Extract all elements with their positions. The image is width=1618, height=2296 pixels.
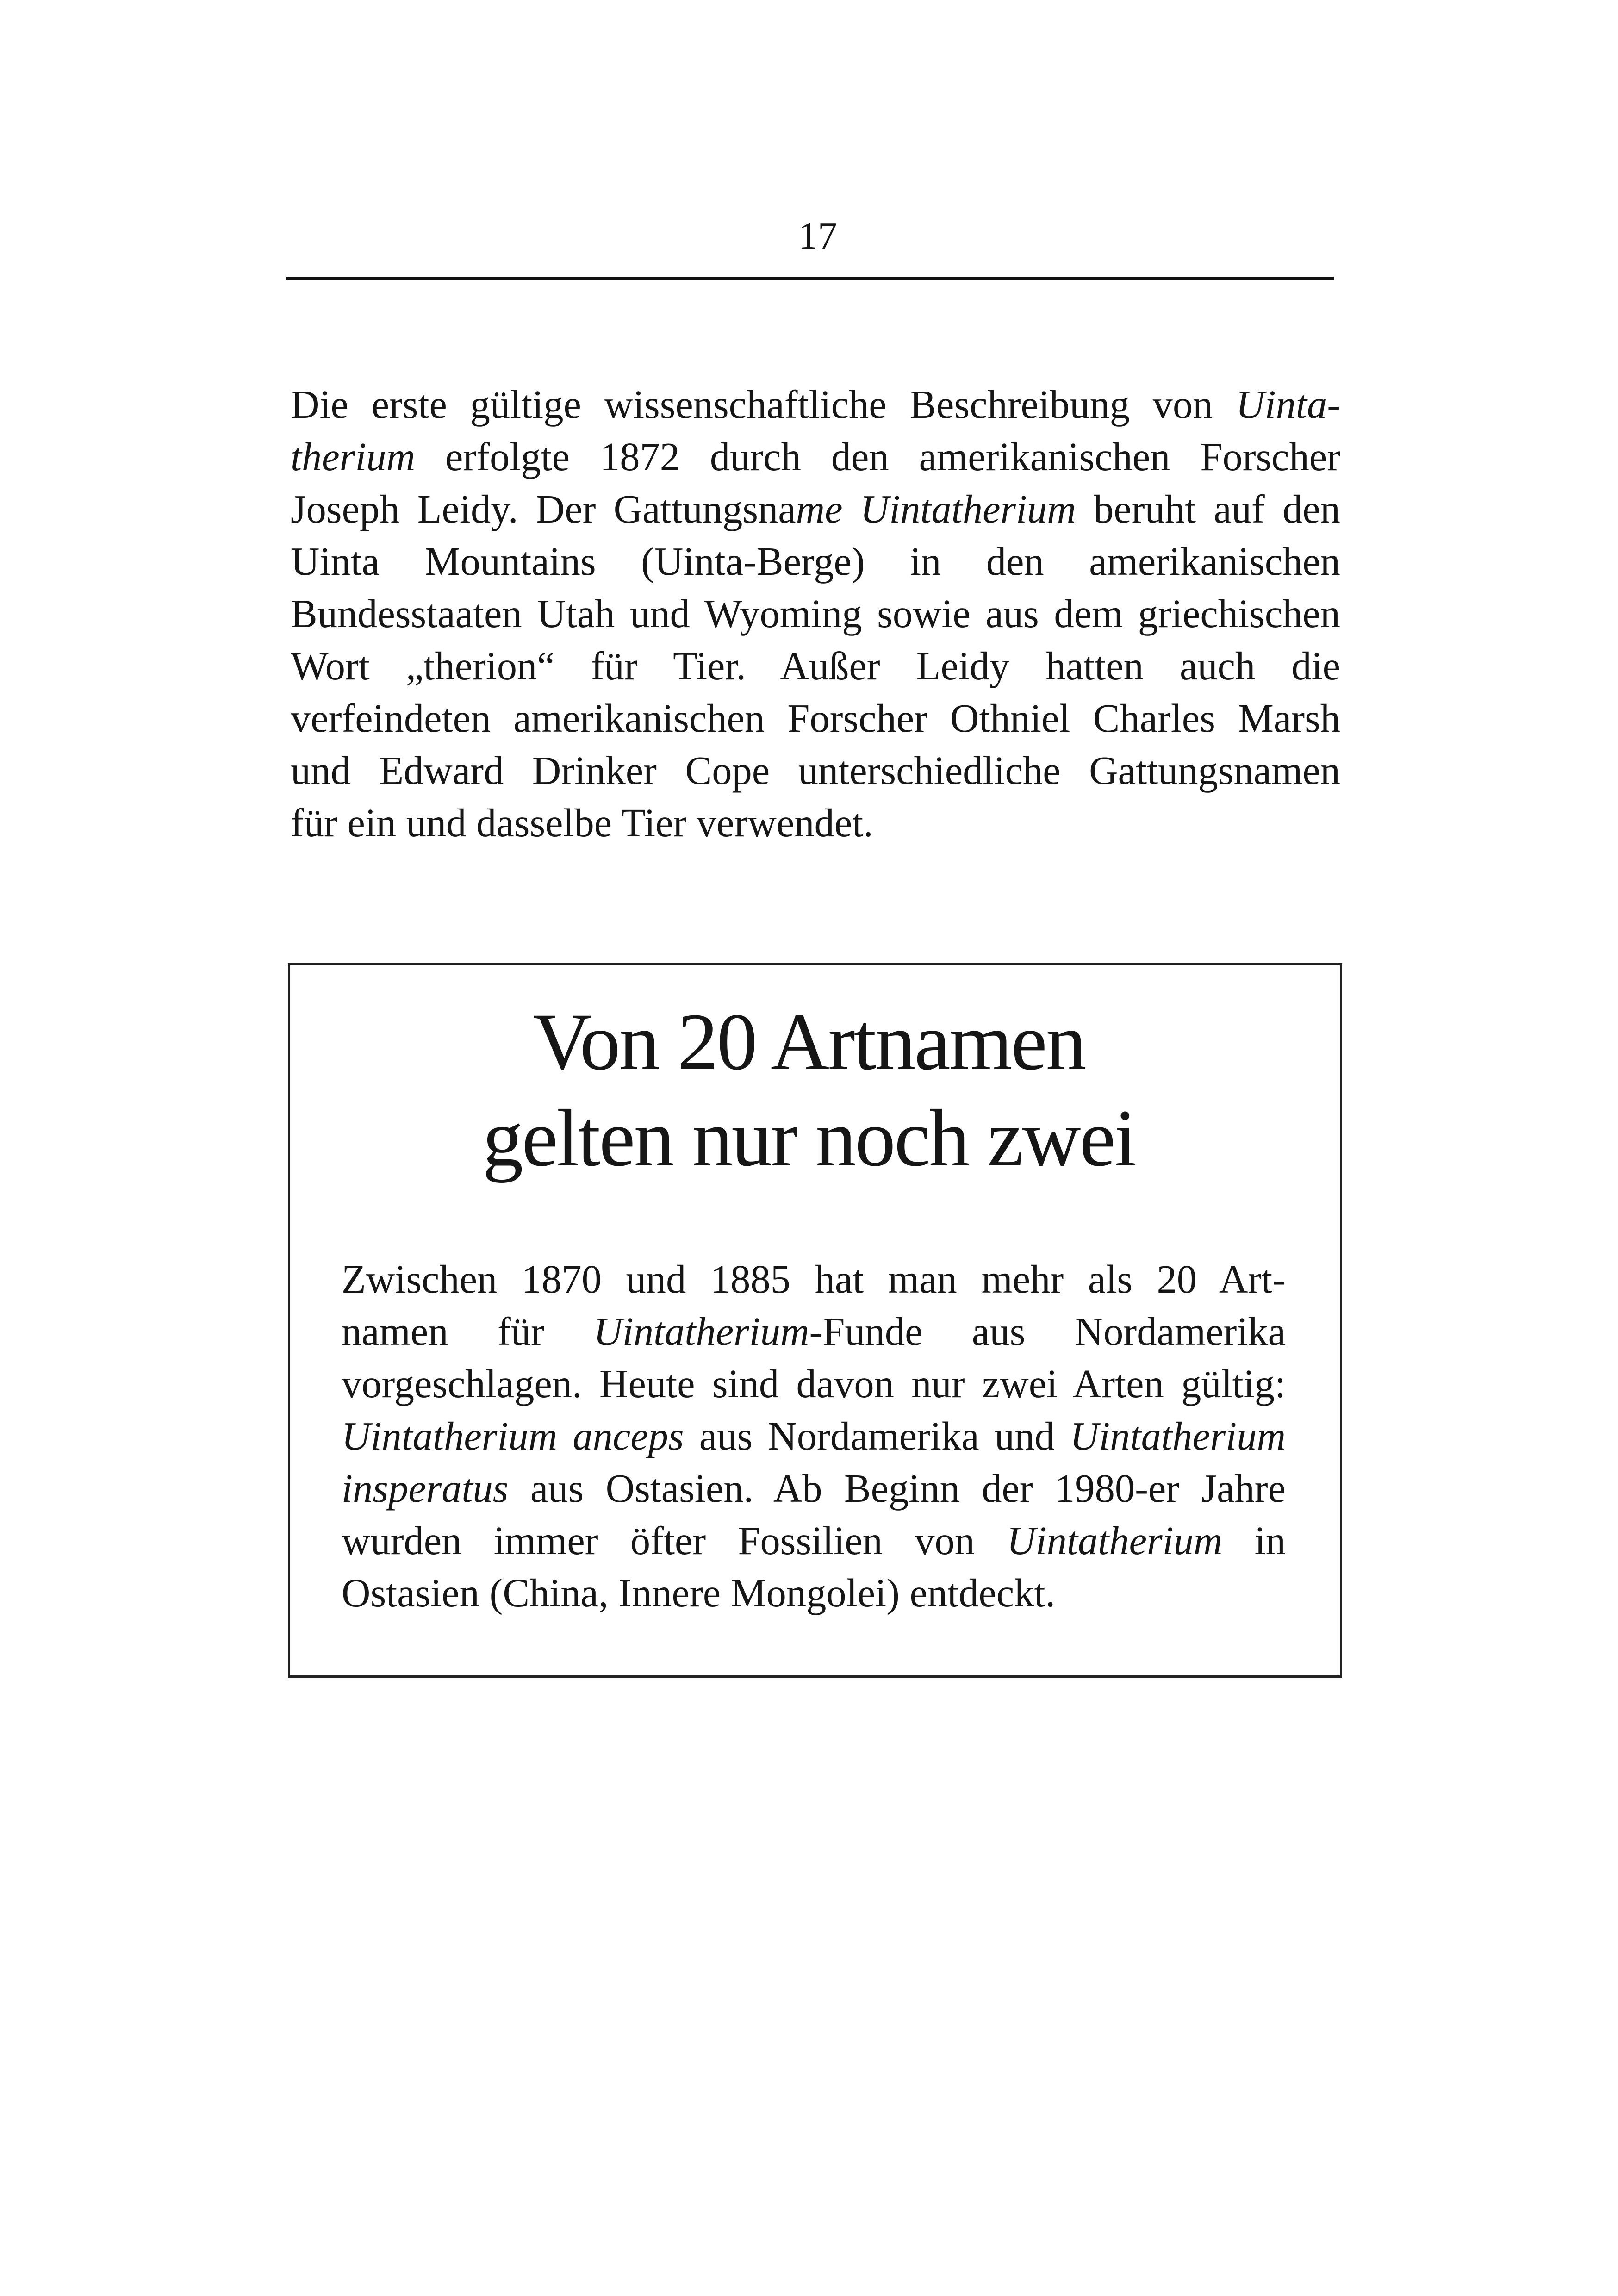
italic-run: Uintatherium <box>1070 1414 1286 1458</box>
text-run: für ein und dasselbe Tier verwendet. <box>291 801 873 845</box>
text-run: wurden immer öfter Fossilien von <box>342 1518 1007 1563</box>
text-line <box>291 640 1340 692</box>
text-line <box>291 692 1340 745</box>
text-run: verfeindeten amerikanischen Forscher Othniel Charles Marsh <box>291 696 1340 740</box>
box-paragraph <box>342 1253 1286 1619</box>
text-run: namen für <box>342 1309 594 1354</box>
text-line <box>291 797 1340 849</box>
italic-run: Uintatherium <box>1007 1518 1223 1563</box>
text-line <box>342 1515 1286 1567</box>
header-rule <box>286 277 1334 280</box>
italic-run: Uinta- <box>1236 382 1340 427</box>
text-run: Joseph Leidy. Der Gattungsna <box>291 487 796 531</box>
text-run: Ostasien (China, Innere Mongolei) entdeckt. <box>342 1571 1056 1615</box>
text-run: Uinta Mountains (Uinta-Berge) in den amerikanischen <box>291 539 1340 584</box>
text-run: Bundesstaaten Utah und Wyoming sowie aus dem griechischen <box>291 591 1340 636</box>
box-heading <box>0 994 1618 1187</box>
heading-line: gelten nur noch zwei <box>482 1093 1136 1183</box>
text-run: in <box>1222 1518 1286 1563</box>
page-number: 17 <box>798 214 837 257</box>
text-line <box>291 483 1340 535</box>
text-line <box>291 745 1340 797</box>
italic-run: insperatus <box>342 1466 509 1511</box>
text-line <box>291 588 1340 640</box>
text-run: vorgeschlagen. Heute sind davon nur zwei Arten gültig: <box>342 1362 1286 1406</box>
italic-run: Uintatherium <box>593 1309 809 1354</box>
italic-run: Uintatherium anceps <box>342 1414 684 1458</box>
text-run: beruht auf den <box>1076 487 1340 531</box>
body-paragraph <box>291 379 1340 849</box>
text-run: aus Ostasien. Ab Beginn der 1980-er Jahre <box>508 1466 1286 1511</box>
text-run: -Funde aus Nordamerika <box>809 1309 1286 1354</box>
text-line <box>291 379 1340 431</box>
text-run: Wort „therion“ für Tier. Außer Leidy hatten auch die <box>291 644 1340 688</box>
text-run: und Edward Drinker Cope unterschiedliche Gattungsnamen <box>291 748 1340 793</box>
text-line <box>291 431 1340 483</box>
italic-run: me Uintatherium <box>796 487 1076 531</box>
text-line <box>342 1567 1286 1619</box>
text-line <box>291 535 1340 588</box>
text-run: aus Nordamerika und <box>684 1414 1070 1458</box>
text-line <box>342 1462 1286 1515</box>
text-run: Zwischen 1870 und 1885 hat man mehr als 20 Art- <box>342 1257 1286 1301</box>
text-line <box>342 1410 1286 1462</box>
text-run: erfolgte 1872 durch den amerikanischen Forscher <box>415 435 1340 479</box>
text-line <box>342 1306 1286 1358</box>
text-line <box>342 1253 1286 1306</box>
text-run: Die erste gültige wissenschaftliche Beschreibung von <box>291 382 1236 427</box>
heading-line: Von 20 Artnamen <box>533 997 1085 1087</box>
italic-run: therium <box>291 435 416 479</box>
text-line <box>342 1358 1286 1410</box>
